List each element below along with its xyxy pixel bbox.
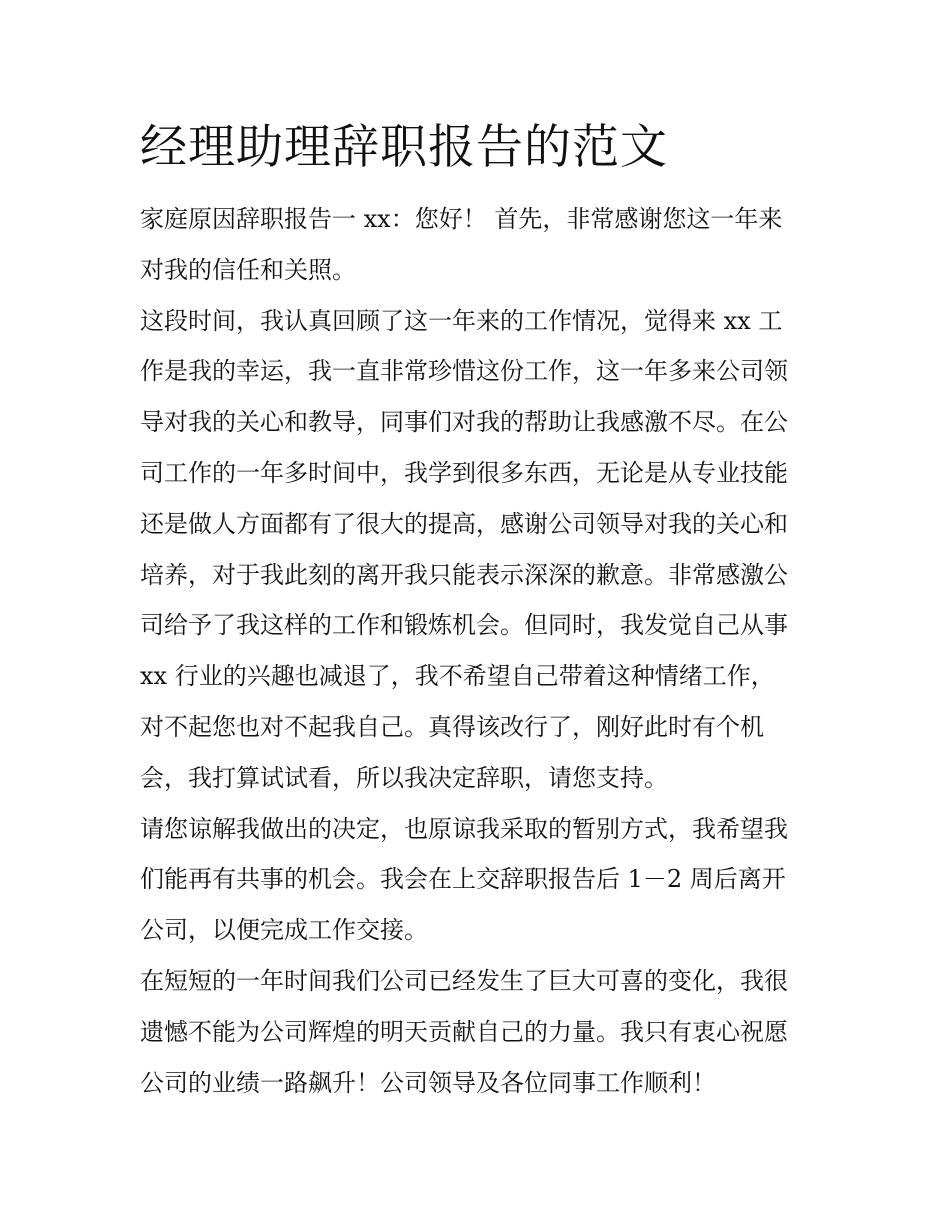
paragraph-line: 导对我的关心和教导，同事们对我的帮助让我感激不尽。在公 (140, 408, 788, 437)
paragraph-3 (140, 804, 820, 956)
paragraph-line: 公司，以便完成工作交接。 (140, 916, 428, 945)
document-page (140, 118, 820, 1108)
paragraph-2 (140, 296, 820, 804)
paragraph-line: 这段时间，我认真回顾了这一年来的工作情况，觉得来 xx 工 (140, 306, 783, 335)
paragraph-line: xx 行业的兴趣也减退了，我不希望自己带着这种情绪工作， (140, 662, 775, 691)
paragraph-line: 遗憾不能为公司辉煌的明天贡献自己的力量。我只有衷心祝愿 (140, 1017, 788, 1046)
paragraph-line: 会，我打算试试看，所以我决定辞职，请您支持。 (140, 763, 668, 792)
paragraph-1 (140, 194, 820, 296)
paragraph-line: 司工作的一年多时间中，我学到很多东西，无论是从专业技能 (140, 458, 788, 487)
paragraph-line: 作是我的幸运，我一直非常珍惜这份工作，这一年多来公司领 (140, 357, 788, 386)
paragraph-line: 在短短的一年时间我们公司已经发生了巨大可喜的变化，我很 (140, 966, 788, 995)
paragraph-line: 公司的业绩一路飙升！公司领导及各位同事工作顺利！ (140, 1068, 716, 1097)
paragraph-4 (140, 956, 820, 1108)
document-title: 经理助理辞职报告的范文 (140, 120, 668, 175)
paragraph-line: 对不起您也对不起我自己。真得该改行了，刚好此时有个机 (140, 712, 764, 741)
paragraph-line: 请您谅解我做出的决定，也原谅我采取的暂别方式，我希望我 (140, 814, 788, 843)
paragraph-line: 还是做人方面都有了很大的提高，感谢公司领导对我的关心和 (140, 509, 788, 538)
paragraph-line: 们能再有共事的机会。我会在上交辞职报告后 1－2 周后离开 (140, 865, 786, 894)
paragraph-line: 司给予了我这样的工作和锻炼机会。但同时，我发觉自己从事 (140, 611, 788, 640)
paragraph-line: 家庭原因辞职报告一 xx：您好！ 首先，非常感谢您这一年来 (140, 205, 783, 233)
paragraph-line: 培养，对于我此刻的离开我只能表示深深的歉意。非常感激公 (140, 560, 788, 589)
paragraph-line: 对我的信任和关照。 (140, 255, 356, 284)
